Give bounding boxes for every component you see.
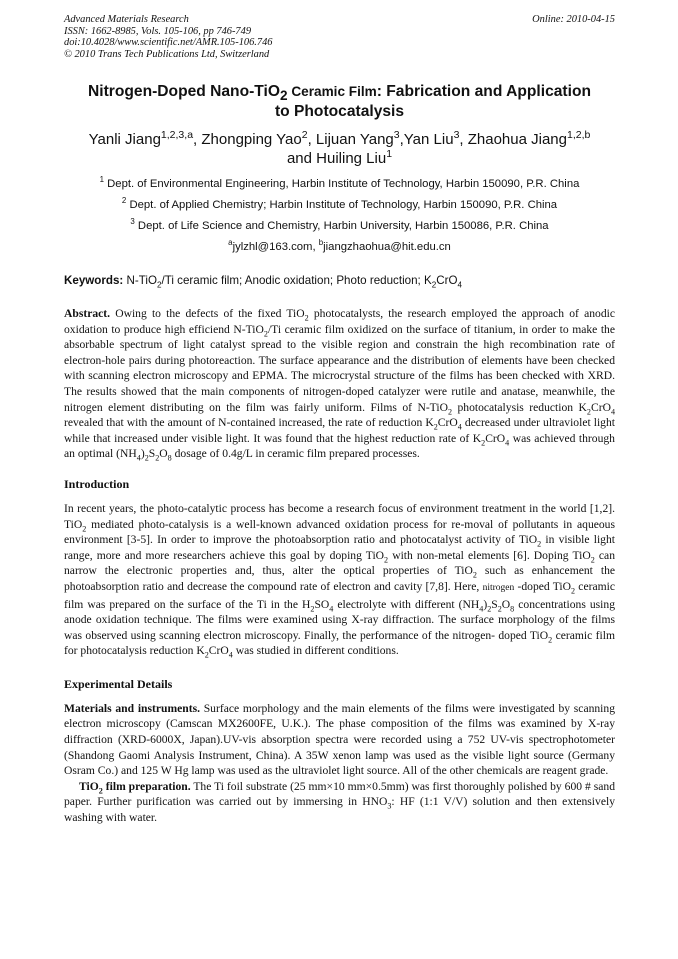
author-list: Yanli Jiang$^{1,2,3,a}$, Zhongping Yao$^2$, Lijuan Yang$^3$,Yan Liu$^3$, Zhaohua Jiang$^{1,2,b}$ and Huiling Liu$^1$ — [88, 129, 591, 167]
introduction-heading: Introduction — [64, 476, 130, 491]
film-preparation-label: TiO$_2$ film preparation. — [79, 779, 191, 796]
keywords-label: Keywords: — [64, 274, 124, 287]
doi-line: doi:10.4028/www.scientific.net/AMR.105-106.746 — [64, 37, 273, 49]
paper-page — [64, 14, 615, 826]
journal-name: Advanced Materials Research — [64, 14, 189, 25]
copyright-line: © 2010 Trans Tech Publications Ltd, Switzerland — [64, 48, 270, 60]
online-date: Online: 2010-04-15 — [532, 14, 615, 25]
email-line: $^a$jylzhl@163.com, $^b$jiangzhaohua@hit.edu.cn — [228, 238, 451, 253]
film-preparation-paragraph: TiO$_2$ film preparation. The Ti foil substrate (25 mm×10 mm×0.5mm) was first thoroughly polished by 600 # sand paper. Further purification was carried out by immersing in $HNO_3$: HF (1:1 V/V) solution and then extensively washing with water. — [64, 779, 615, 825]
journal-header — [64, 14, 615, 64]
paper-title: Nitrogen-Doped Nano-TiO$_2$ Ceramic Film: Fabrication and Application to Photocatalysis — [87, 83, 592, 120]
abstract: Abstract. Owing to the defects of the fixed TiO$_2$ photocatalysts, the research employed the approach of anodic oxidation to produce high efficiend N-TiO$_2$/Ti ceramic film oxidized on the surface of titanium, in order to make the absorbable spectrum of light catalyst spread to the visible region and constrain the high recombination rate of electron-hole pairs during photoreaction. The surface appearance and the distribution of elements have been checked with scanning electron microscopy and EPMA. The microcrystal structure of the films has been checked with XRD. The results showed that the main components of nitrogen-doped catalyzer were rutile and anatase, meanwhile, the nitrogen element distributing on the film was fairly uniform. Films of N-TiO$_2$ photocatalysis reduction $K_2CrO_4$ revealed that with the amount of N-contained increased, the rate of reduction $K_2CrO_4$ decreased under ultraviolet light while that increased under visible light. It was found that the highest reduction rate of $K_2CrO_4$ was achieved through an optimal $(NH_4)_2S_2O_8$ dosage of 0.4g/L in ceramic film prepared processes. — [64, 307, 615, 463]
materials-paragraph: Materials and instruments. Surface morphology and the main elements of the films were investigated by scanning electron microscopy (Camscan MX2600FE, U.K.). The phase composition of the films was examined by X-ray diffraction (XRD-6000X, Japan).UV-vis absorption spectra were recorded using a 752 UV-vis spectrophotometer (Shandong Gaomi Analysis Instrument, China). A 35W xenon lamp was used as the visible light source (Germany Osram Co.) and 125 W Hg lamp was used as the ultraviolet light source. All of the other chemicals are reagent grade. — [64, 701, 615, 778]
materials-label: Materials and instruments. — [64, 701, 200, 715]
keywords: Keywords: N-TiO$_2$/Ti ceramic film; Anodic oxidation; Photo reduction; $K_2CrO_4$ — [64, 274, 463, 290]
experimental-heading: Experimental Details — [64, 676, 173, 691]
affiliation-1: $^1$ Dept. of Environmental Engineering, Harbin Institute of Technology, Harbin 150090, P.R. China — [99, 175, 580, 190]
introduction-text: In recent years, the photo-catalytic process has become a research focus of environment treatment in the world [1,2]. TiO$_2$ mediated photo-catalysis is a well-known advanced oxidation process for re-moval of pollutants in aqueous environment [3-5]. In order to improve the photoabsorption ratio and photocatalyst activity of TiO$_2$ in visible light range, more and more researchers achieve this goal by doping TiO$_2$ with non-metal elements [6]. Doping TiO$_2$ can narrow the electronic properties and, thus, alter the optical properties of TiO$_2$ such as enhancement the photoabsorption ratio and decrease the compound rate of electron and cavity [7,8]. Here, nitrogen -doped TiO$_2$ ceramic film was prepared on the surface of the Ti in the $H_2SO_4$ electrolyte with different $(NH_4)_2S_2O_8$ concentrations using anode oxidation technique. The films were examined using X-ray diffraction. The surface morphology of the films was observed using scanning electron microscopy. Finally, the performance of the nitrogen- doped TiO$_2$ ceramic film for photocatalysis reduction $K_2CrO_4$ was studied in different conditions. — [64, 501, 616, 660]
abstract-label: Abstract. — [64, 307, 111, 320]
affiliation-2: $^2$ Dept. of Applied Chemistry; Harbin Institute of Technology, Harbin 150090, P.R. China — [121, 196, 558, 211]
affiliation-list — [64, 174, 615, 258]
affiliation-3: $^3$ Dept. of Life Science and Chemistry, Harbin University, Harbin 150086, P.R. China — [130, 217, 549, 232]
issn-line: ISSN: 1662-8985, Vols. 105-106, pp 746-749 — [64, 25, 252, 37]
